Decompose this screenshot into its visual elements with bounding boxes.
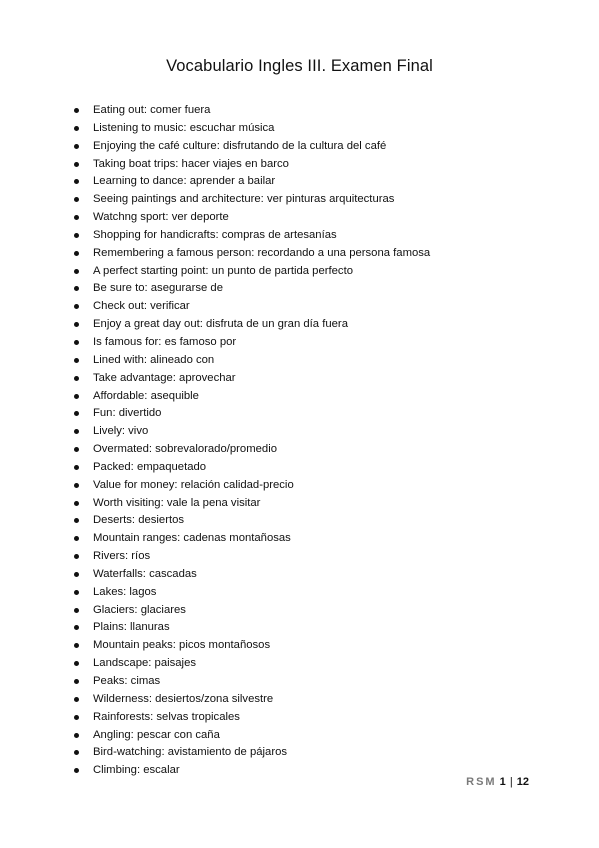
vocabulary-entry: Wilderness: desiertos/zona silvestre xyxy=(93,692,274,705)
vocabulary-entry: Be sure to: asegurarse de xyxy=(93,282,223,295)
vocabulary-entry: Landscape: paisajes xyxy=(93,657,197,670)
bullet-icon xyxy=(74,733,79,738)
vocabulary-entry: Eating out: comer fuera xyxy=(93,104,211,116)
vocabulary-entry: Listening to music: escuchar música xyxy=(93,121,275,134)
vocabulary-entry: Plains: llanuras xyxy=(93,621,170,634)
bullet-icon xyxy=(74,215,79,220)
bullet-icon xyxy=(74,643,79,648)
vocabulary-entry: Rainforests: selvas tropicales xyxy=(93,710,240,723)
vocabulary-entry: Overmated: sobrevalorado/promedio xyxy=(93,443,277,456)
bullet-icon xyxy=(74,465,79,470)
vocabulary-entry: Remembering a famous person: recordando a una persona famosa xyxy=(93,246,431,259)
bullet-icon xyxy=(74,304,79,309)
vocabulary-entry: Enjoy a great day out: disfruta de un gran día fuera xyxy=(93,318,348,331)
bullet-icon xyxy=(74,447,79,452)
bullet-icon xyxy=(74,661,79,666)
vocabulary-entry: Affordable: asequible xyxy=(93,389,199,402)
bullet-icon xyxy=(74,715,79,720)
vocabulary-entry: Lively: vivo xyxy=(93,425,149,438)
page-title: Vocabulario Ingles III. Examen Final xyxy=(166,57,433,75)
vocabulary-entry: Glaciers: glaciares xyxy=(93,603,186,616)
bullet-icon xyxy=(74,126,79,131)
bullet-icon xyxy=(74,376,79,381)
bullet-icon xyxy=(74,429,79,434)
bullet-icon xyxy=(74,590,79,595)
vocabulary-entry: Mountain peaks: picos montañosos xyxy=(93,639,271,652)
page-total: 12 xyxy=(516,776,529,788)
bullet-icon xyxy=(74,358,79,363)
vocabulary-entry: Deserts: desiertos xyxy=(93,514,185,527)
bullet-icon xyxy=(74,340,79,345)
bullet-icon xyxy=(74,750,79,755)
vocabulary-entry: Lined with: alineado con xyxy=(93,353,215,366)
bullet-icon xyxy=(74,518,79,523)
bullet-icon xyxy=(74,322,79,327)
bullet-icon xyxy=(74,572,79,577)
page-separator: | xyxy=(509,776,513,788)
vocabulary-entry: Fun: divertido xyxy=(93,407,162,420)
vocabulary-entry: Shopping for handicrafts: compras de artesanías xyxy=(93,228,337,241)
bullet-icon xyxy=(74,536,79,541)
bullet-icon xyxy=(74,108,79,113)
vocabulary-entry: Taking boat trips: hacer viajes en barco xyxy=(93,157,289,170)
vocabulary-entry: Learning to dance: aprender a bailar xyxy=(93,175,276,188)
vocabulary-entry: Packed: empaquetado xyxy=(93,460,207,473)
vocabulary-entry: Take advantage: aprovechar xyxy=(93,371,236,384)
bullet-icon xyxy=(74,554,79,559)
page-number: 1 xyxy=(499,776,506,788)
vocabulary-entry: Value for money: relación calidad-precio xyxy=(93,478,294,491)
bullet-icon xyxy=(74,394,79,399)
vocabulary-entry: Waterfalls: cascadas xyxy=(93,567,197,580)
bullet-icon xyxy=(74,179,79,184)
vocabulary-entry: Bird-watching: avistamiento de pájaros xyxy=(93,746,288,759)
vocabulary-entry: Is famous for: es famoso por xyxy=(93,335,237,348)
vocabulary-entry: Mountain ranges: cadenas montañosas xyxy=(93,532,291,545)
vocabulary-entry: Rivers: ríos xyxy=(93,550,151,563)
vocabulary-entry: Check out: verificar xyxy=(93,300,190,313)
vocabulary-entry: Enjoying the café culture: disfrutando de la cultura del café xyxy=(93,139,387,152)
author-initials: RSM xyxy=(466,776,497,788)
bullet-icon xyxy=(74,144,79,149)
bullet-icon xyxy=(74,483,79,488)
vocabulary-entry: Seeing paintings and architecture: ver pinturas arquitecturas xyxy=(93,193,395,206)
bullet-icon xyxy=(74,501,79,506)
vocabulary-entry: Angling: pescar con caña xyxy=(93,728,220,741)
bullet-icon xyxy=(74,411,79,416)
vocabulary-entry: Peaks: cimas xyxy=(93,675,161,687)
bullet-icon xyxy=(74,162,79,167)
bullet-icon xyxy=(74,625,79,630)
vocabulary-entry: A perfect starting point: un punto de partida perfecto xyxy=(93,264,353,277)
vocabulary-entry: Watchng sport: ver deporte xyxy=(93,211,229,224)
bullet-icon xyxy=(74,768,79,773)
vocabulary-entry: Lakes: lagos xyxy=(93,585,157,598)
bullet-icon xyxy=(74,697,79,702)
bullet-icon xyxy=(74,197,79,202)
page-footer xyxy=(466,776,529,788)
vocabulary-entry: Worth visiting: vale la pena visitar xyxy=(93,496,261,509)
bullet-icon xyxy=(74,286,79,291)
bullet-icon xyxy=(74,233,79,238)
bullet-icon xyxy=(74,251,79,256)
bullet-icon xyxy=(74,269,79,274)
vocabulary-entry: Climbing: escalar xyxy=(93,764,180,777)
bullet-icon xyxy=(74,679,79,684)
bullet-icon xyxy=(74,608,79,613)
